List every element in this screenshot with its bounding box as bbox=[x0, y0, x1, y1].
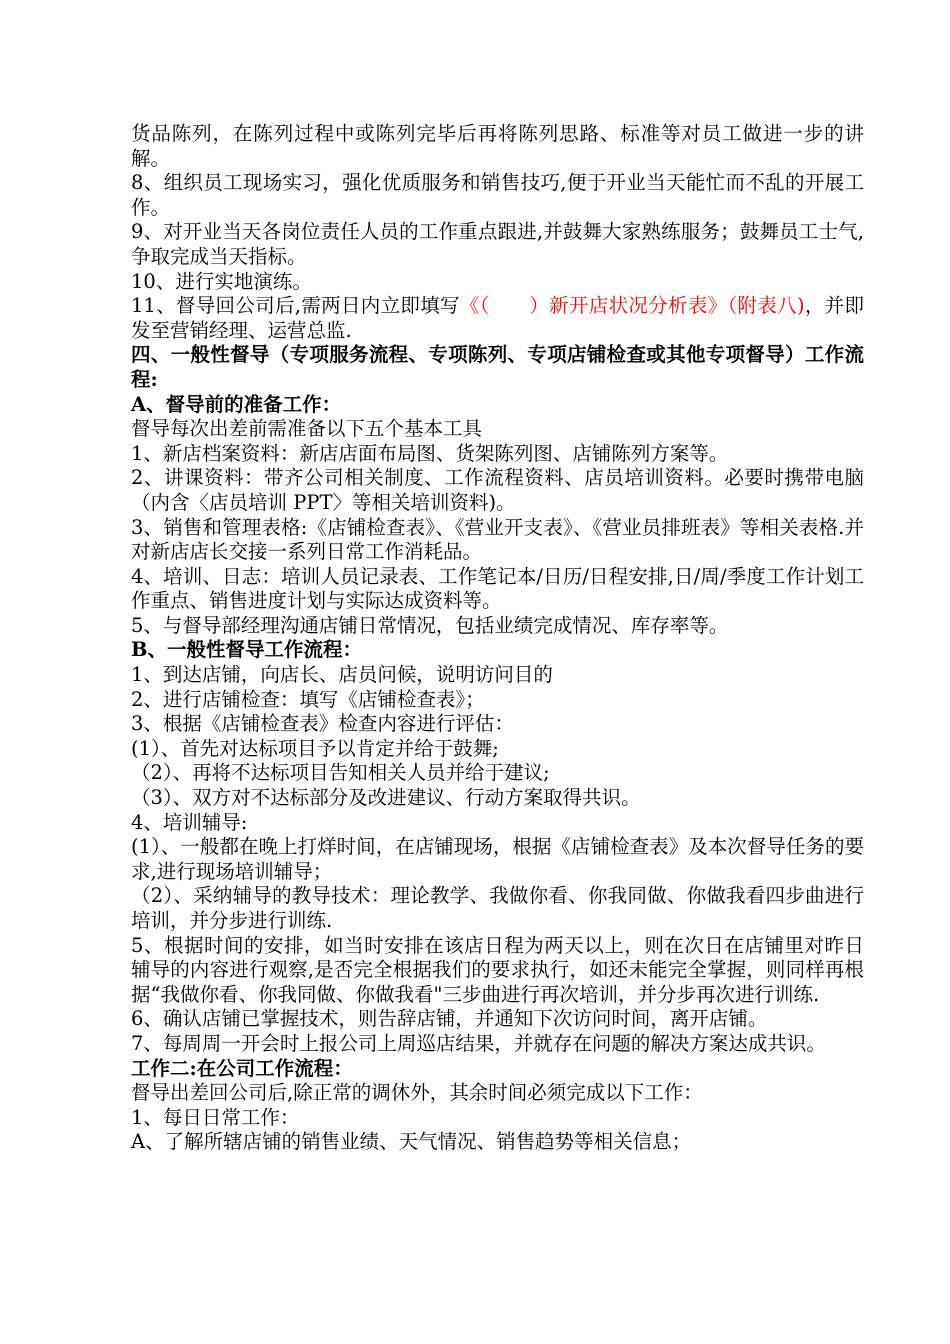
paragraph-step-4: 4、培训辅导: bbox=[131, 810, 248, 834]
paragraph-step-3-sub-3: （3）、双方对不达标部分及改进建议、行动方案取得共识。 bbox=[131, 786, 641, 810]
paragraph-step-4-sub-2: （2）、采纳辅导的教导技术：理论教学、我做你看、你我同做、你做我看四步曲进行培训，并分步进行训练. bbox=[131, 884, 864, 932]
paragraph-step-1: 1、到达店铺，向店长、店员问候，说明访问目的 bbox=[131, 663, 553, 687]
item-11-text-end: ，并即发至营销经理、运营总监. bbox=[131, 294, 864, 342]
paragraph-item-9: 9、对开业当天各岗位责任人员的工作重点跟进,并鼓舞大家熟练服务；鼓舞员工士气,争取完成当天指标。 bbox=[131, 220, 864, 268]
paragraph-item-8: 8、组织员工现场实习，强化优质服务和销售技巧,便于开业当天能忙而不乱的开展工作。 bbox=[131, 171, 864, 219]
paragraph-tool-5: 5、与督导部经理沟通店铺日常情况，包括业绩完成情况、库存率等。 bbox=[131, 613, 729, 637]
item-11-text: 11、督导回公司后,需两日内立即填写 bbox=[131, 294, 460, 318]
paragraph-step-6: 6、确认店铺已掌握技术，则告辞店铺，并通知下次访问时间，离开店铺。 bbox=[131, 1007, 768, 1031]
subheading-b: B、一般性督导工作流程： bbox=[131, 638, 362, 662]
paragraph-step-3-sub-2: （2）、再将不达标项目告知相关人员并给于建议; bbox=[131, 761, 550, 785]
paragraph-display-continuation: 货品陈列，在陈列过程中或陈列完毕后再将陈列思路、标准等对员工做进一步的讲解。 bbox=[131, 122, 864, 170]
paragraph-office-intro: 督导出差回公司后,除正常的调休外，其余时间必须完成以下工作： bbox=[131, 1081, 703, 1105]
paragraph-tool-1: 1、新店档案资料：新店店面布局图、货架陈列图、店铺陈列方案等。 bbox=[131, 441, 729, 465]
paragraph-item-11 bbox=[131, 294, 864, 343]
paragraph-daily-work-a: A、了解所辖店铺的销售业绩、天气情况、销售趋势等相关信息； bbox=[131, 1130, 692, 1154]
subheading-a: A、督导前的准备工作： bbox=[131, 392, 342, 416]
paragraph-daily-work: 1、每日日常工作： bbox=[131, 1105, 300, 1129]
paragraph-step-7: 7、每周周一开会时上报公司上周巡店结果，并就存在问题的解决方案达成共识。 bbox=[131, 1031, 826, 1055]
paragraph-tool-2: 2、讲课资料：带齐公司相关制度、工作流程资料、店员培训资料。必要时携带电脑（内含〈店员培训 PPT〉等相关培训资料)。 bbox=[131, 466, 864, 514]
paragraph-item-10: 10、进行实地演练。 bbox=[131, 269, 312, 293]
form-reference-highlight: 《（ ）新开店状况分析表》（附表八) bbox=[459, 294, 805, 318]
section-heading-4: 四、一般性督导（专项服务流程、专项陈列、专项店铺检查或其他专项督导）工作流程: bbox=[131, 343, 864, 391]
paragraph-step-3: 3、根据《店铺检查表》检查内容进行评估： bbox=[131, 712, 514, 736]
paragraph-tool-4: 4、培训、日志：培训人员记录表、工作笔记本/日历/日程安排,日/周/季度工作计划工作重点、销售进度计划与实际达成资料等。 bbox=[131, 564, 864, 613]
paragraph-step-5: 5、根据时间的安排，如当时安排在该店日程为两天以上，则在次日在店铺里对昨日辅导的内容进行观察,是否完全根据我们的要求执行，如还未能完全掌握，则同样再根据“我做你看、你我同做、你做我看"三步曲进行再次培训，并分步再次进行训练. bbox=[131, 933, 864, 1006]
paragraph-tools-intro: 督导每次出差前需准备以下五个基本工具 bbox=[131, 417, 483, 441]
paragraph-tool-3: 3、销售和管理表格:《店铺检查表》、《营业开支表》、《营业员排班表》等相关表格.并对新店店长交接一系列日常工作消耗品。 bbox=[131, 515, 864, 564]
section-heading-work-2: 工作二:在公司工作流程： bbox=[131, 1056, 353, 1080]
paragraph-step-3-sub-1: (1）、首先对达标项目予以肯定并给于鼓舞; bbox=[131, 736, 499, 760]
paragraph-step-4-sub-1: (1）、一般都在晚上打烊时间，在店铺现场，根据《店铺检查表》及本次督导任务的要求,进行现场培训辅导； bbox=[131, 835, 864, 883]
paragraph-step-2: 2、进行店铺检查：填写《店铺检查表》； bbox=[131, 687, 485, 711]
document-body bbox=[131, 122, 864, 1155]
